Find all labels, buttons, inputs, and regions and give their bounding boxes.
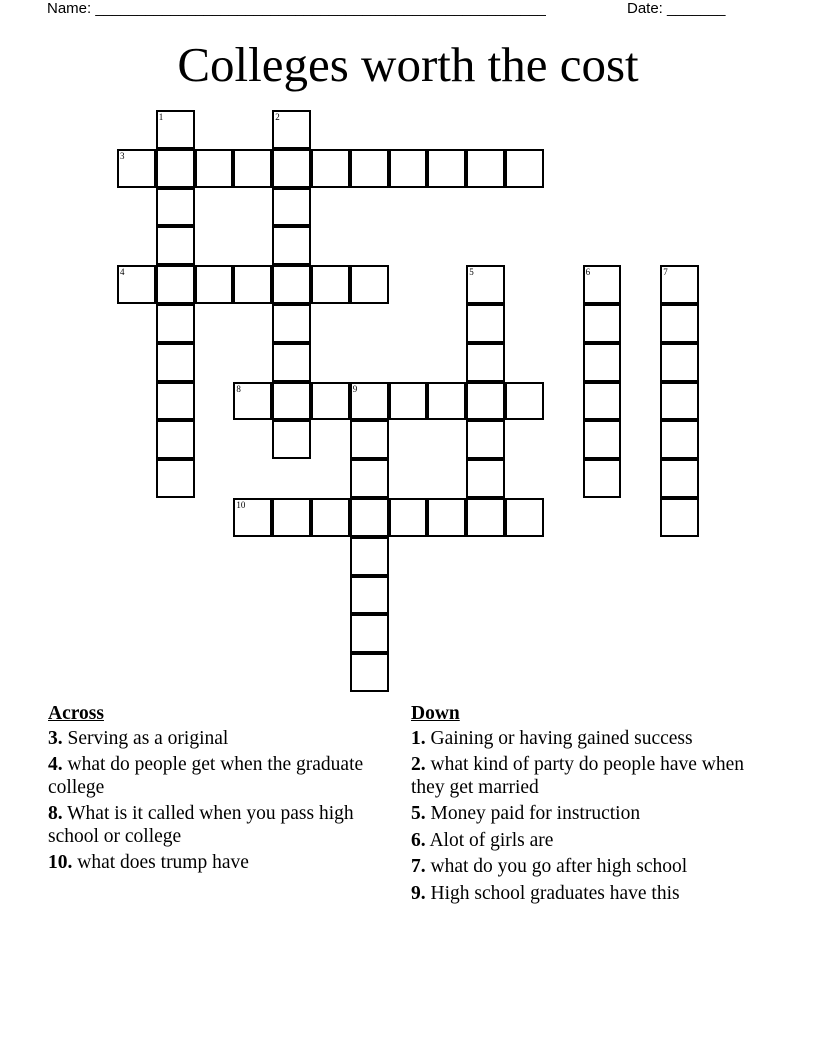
grid-cell[interactable]: [350, 498, 389, 537]
clue-num: 5.: [411, 803, 426, 824]
down-clue: [411, 803, 751, 826]
grid-cell[interactable]: [350, 420, 389, 459]
across-clue: [48, 803, 383, 848]
clue-number: 4: [120, 267, 125, 278]
grid-cell[interactable]: [583, 343, 622, 382]
grid-cell[interactable]: [427, 498, 466, 537]
grid-cell[interactable]: [272, 110, 311, 149]
down-clue: [411, 830, 751, 853]
clue-text: Money paid for instruction: [430, 803, 641, 824]
grid-cell[interactable]: [156, 420, 195, 459]
grid-cell[interactable]: [233, 498, 272, 537]
clue-text: Gaining or having gained success: [430, 727, 693, 749]
across-clue: [48, 852, 383, 875]
grid-cell[interactable]: [156, 382, 195, 421]
grid-cell[interactable]: [427, 382, 466, 421]
clue-text: Serving as a original: [67, 727, 229, 749]
grid-cell[interactable]: [156, 459, 195, 498]
clue-text: what do you go after high school: [430, 856, 688, 877]
clue-number: 9: [352, 383, 358, 394]
down-clue: [411, 856, 751, 879]
clue-num: 2.: [411, 754, 426, 775]
clue-text: what do people get when the graduate college: [48, 754, 364, 798]
clue-num: 1.: [411, 727, 426, 749]
clue-number: 10: [236, 500, 246, 510]
grid-cell[interactable]: [505, 149, 544, 188]
grid-cell[interactable]: [660, 498, 699, 537]
across-clue: [48, 728, 383, 751]
grid-cell[interactable]: [156, 149, 195, 188]
clue-text: High school graduates have this: [430, 882, 680, 904]
grid-cell[interactable]: [389, 149, 428, 188]
grid-cell[interactable]: [660, 265, 699, 304]
clue-number: 7: [663, 267, 668, 278]
grid-cell[interactable]: [272, 149, 311, 188]
grid-cell[interactable]: [272, 420, 311, 459]
grid-cell[interactable]: [350, 576, 389, 615]
grid-cell[interactable]: [583, 459, 622, 498]
clue-text: what kind of party do people have when they get married: [411, 754, 745, 798]
across-clue: [48, 754, 383, 799]
down-clue: [411, 883, 751, 906]
clue-number: 8: [236, 383, 241, 394]
clue-text: What is it called when you pass high school or college: [48, 803, 354, 847]
grid-cell[interactable]: [350, 382, 389, 421]
grid-cell[interactable]: [350, 653, 389, 692]
clue-number: 5: [469, 267, 474, 278]
grid-cell[interactable]: [311, 265, 350, 304]
down-heading: Down: [411, 703, 460, 724]
clue-number: 2: [275, 112, 280, 122]
grid-cell[interactable]: [156, 188, 195, 227]
grid-cell[interactable]: [583, 304, 622, 343]
grid-cell[interactable]: [466, 304, 505, 343]
grid-cell[interactable]: [466, 149, 505, 188]
clue-text: what does trump have: [77, 852, 249, 873]
grid-cell[interactable]: [466, 382, 505, 421]
grid-cell[interactable]: [156, 343, 195, 382]
grid-cell[interactable]: [466, 343, 505, 382]
grid-cell[interactable]: [272, 226, 311, 265]
grid-cell[interactable]: [311, 149, 350, 188]
grid-cell[interactable]: [233, 382, 272, 421]
page-title: Colleges worth the cost: [177, 37, 639, 92]
grid-cell[interactable]: [195, 149, 234, 188]
clue-number: 6: [585, 267, 591, 278]
grid-cell[interactable]: [272, 265, 311, 304]
clue-number: 3: [120, 150, 125, 161]
grid-cell[interactable]: [389, 498, 428, 537]
grid-cell[interactable]: [583, 265, 622, 304]
grid-cell[interactable]: [156, 226, 195, 265]
grid-cell[interactable]: [156, 265, 195, 304]
grid-cell[interactable]: [311, 498, 350, 537]
grid-cell[interactable]: [272, 188, 311, 227]
clue-num: 10.: [48, 852, 73, 873]
grid-cell[interactable]: [117, 149, 156, 188]
grid-cell[interactable]: [660, 382, 699, 421]
date-field: Date: _______: [627, 0, 726, 17]
grid-cell[interactable]: [427, 149, 466, 188]
clue-text: Alot of girls are: [429, 829, 554, 851]
clue-number: 1: [158, 112, 164, 122]
down-clue: [411, 754, 751, 799]
grid-cell[interactable]: [350, 614, 389, 653]
grid-cell[interactable]: [466, 265, 505, 304]
grid-cell[interactable]: [117, 265, 156, 304]
grid-cell[interactable]: [272, 343, 311, 382]
grid-cell[interactable]: [272, 304, 311, 343]
grid-cell[interactable]: [583, 420, 622, 459]
grid-cell[interactable]: [156, 110, 195, 149]
clue-num: 7.: [411, 856, 426, 877]
grid-cell[interactable]: [466, 459, 505, 498]
across-clues: [48, 703, 383, 879]
grid-cell[interactable]: [583, 382, 622, 421]
grid-cell[interactable]: [233, 149, 272, 188]
grid-cell[interactable]: [272, 382, 311, 421]
grid-cell[interactable]: [350, 459, 389, 498]
grid-cell[interactable]: [505, 382, 544, 421]
clue-num: 6.: [411, 829, 426, 851]
name-field: Name: ______________________________________________________: [47, 0, 546, 17]
down-clues: [411, 703, 751, 909]
clue-num: 3.: [48, 727, 63, 749]
across-heading: Across: [48, 703, 104, 724]
grid-cell[interactable]: [233, 265, 272, 304]
grid-cell[interactable]: [350, 537, 389, 576]
grid-cell[interactable]: [195, 265, 234, 304]
clue-num: 4.: [48, 754, 63, 775]
clue-num: 8.: [48, 803, 63, 824]
grid-cell[interactable]: [156, 304, 195, 343]
grid-cell[interactable]: [660, 459, 699, 498]
grid-cell[interactable]: [660, 304, 699, 343]
grid-cell[interactable]: [660, 343, 699, 382]
grid-cell[interactable]: [505, 498, 544, 537]
grid-cell[interactable]: [660, 420, 699, 459]
grid-cell[interactable]: [311, 382, 350, 421]
down-clue: [411, 728, 751, 751]
grid-cell[interactable]: [350, 149, 389, 188]
grid-cell[interactable]: [466, 498, 505, 537]
clue-num: 9.: [411, 882, 426, 904]
grid-cell[interactable]: [350, 265, 389, 304]
grid-cell[interactable]: [389, 382, 428, 421]
grid-cell[interactable]: [272, 498, 311, 537]
grid-cell[interactable]: [466, 420, 505, 459]
